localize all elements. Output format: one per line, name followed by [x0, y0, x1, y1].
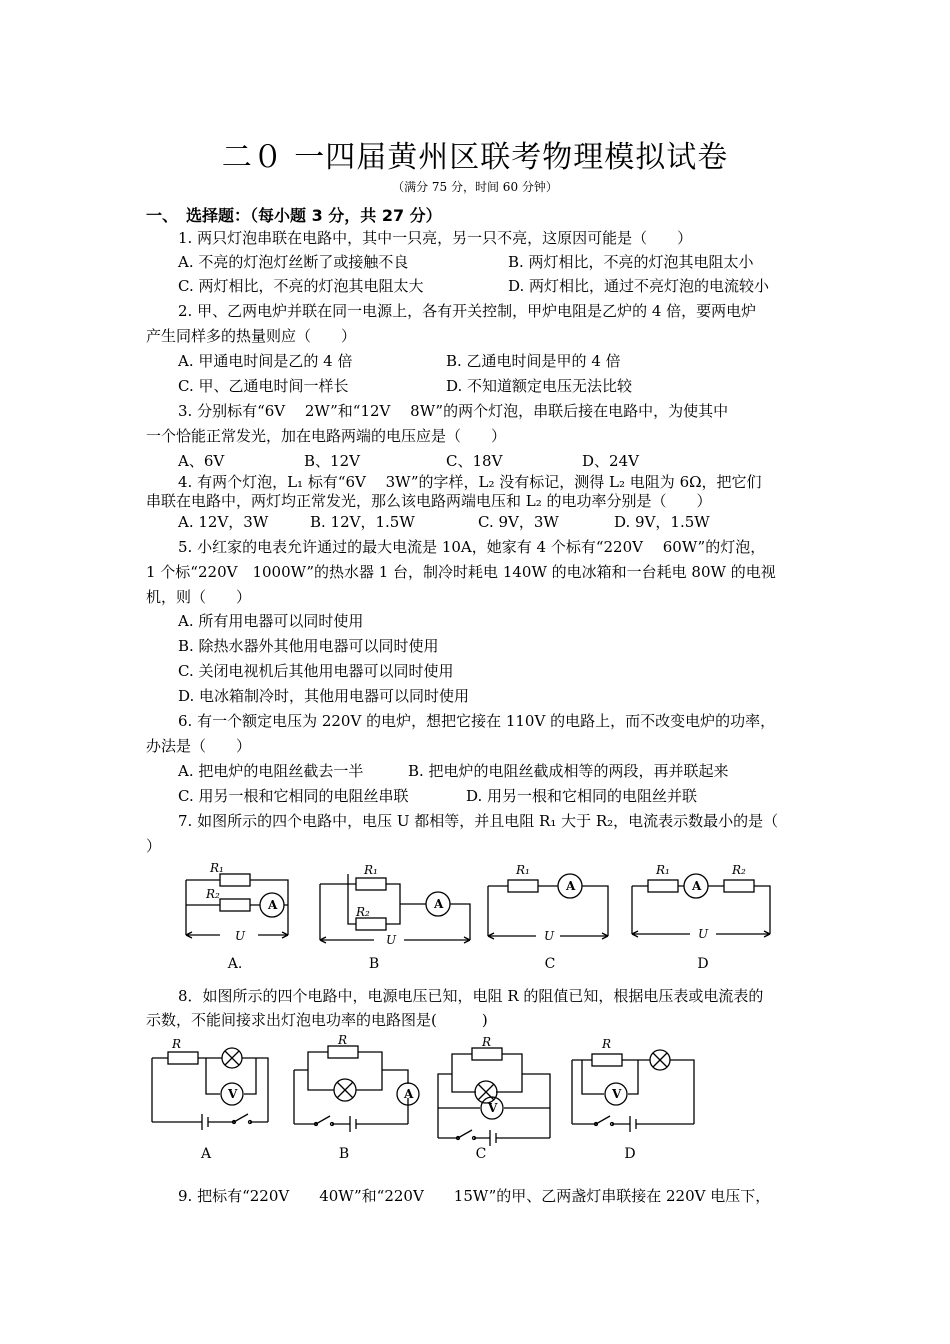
q1-option-b: B. 两灯相比，不亮的灯泡其电阻太小: [508, 253, 754, 271]
q6-option-a: A. 把电炉的电阻丝截去一半: [178, 762, 364, 780]
fig8-caption-c: C: [475, 1146, 487, 1162]
fig8-circuit-d: [566, 1034, 706, 1134]
fig7-caption-a: A.: [227, 956, 243, 972]
q5-option-a: A. 所有用电器可以同时使用: [178, 612, 364, 630]
fig7-caption-c: C: [544, 956, 556, 972]
fig7c-u-label: U: [544, 929, 555, 943]
q4-option-c: C. 9V，3W: [478, 513, 559, 531]
fig7d-r1-label: R₁: [656, 863, 670, 877]
q3-option-d: D、24V: [582, 452, 639, 470]
q2-option-c: C. 甲、乙通电时间一样长: [178, 377, 349, 395]
fig8-circuit-a: [146, 1038, 276, 1128]
question-8-cont: 示数，不能间接求出灯泡电功率的电路图是( ): [146, 1011, 488, 1029]
fig7b-u-label: U: [386, 933, 397, 947]
fig7-circuit-b: [316, 860, 476, 947]
question-3: 3. 分别标有“6V 2W”和“12V 8W”的两个灯泡，串联后接在电路中，为使其中: [178, 402, 729, 420]
fig8-caption-d: D: [624, 1146, 636, 1162]
fig7-circuit-c: [484, 862, 614, 942]
q2-option-a: A. 甲通电时间是乙的 4 倍: [178, 352, 353, 370]
q3-option-b: B、12V: [304, 452, 360, 470]
question-2-cont: 产生同样多的热量则应（ ）: [146, 327, 357, 345]
question-7-cont: ）: [146, 837, 162, 855]
fig7b-r1-label: R₁: [364, 863, 378, 877]
ammeter-icon: A: [566, 879, 576, 893]
question-5: 5. 小红家的电表允许通过的最大电流是 10A，她家有 4 个标有“220V 60W”的灯泡，: [178, 538, 766, 556]
ammeter-icon: A: [434, 897, 444, 911]
q1-option-d: D. 两灯相比，通过不亮灯泡的电流较小: [508, 277, 770, 295]
q4-option-b: B. 12V，1.5W: [310, 513, 415, 531]
section-heading: 一、 选择题：（每小题 3 分，共 27 分）: [146, 206, 442, 225]
question-4-cont: 串联在电路中，两灯均正常发光，那么该电路两端电压和 L₂ 的电功率分别是（ ）: [146, 492, 712, 510]
ammeter-icon: A: [692, 879, 702, 893]
q6-option-c: C. 用另一根和它相同的电阻丝串联: [178, 787, 409, 805]
ammeter-icon: A: [268, 898, 278, 912]
q4-option-d: D. 9V，1.5W: [614, 513, 710, 531]
question-2: 2. 甲、乙两电炉并联在同一电源上，各有开关控制，甲炉电阻是乙炉的 4 倍，要两电炉: [178, 302, 757, 320]
voltmeter-icon: V: [488, 1101, 498, 1115]
page-subtitle: （满分 75 分，时间 60 分钟）: [392, 180, 558, 194]
question-6-cont: 办法是（ ）: [146, 737, 252, 755]
q1-option-c: C. 两灯相比，不亮的灯泡其电阻太大: [178, 277, 424, 295]
fig8b-r-label: R: [338, 1033, 348, 1047]
fig7-caption-d: D: [697, 956, 709, 972]
question-6: 6. 有一个额定电压为 220V 的电炉，想把它接在 110V 的电路上，而不改变电炉的功率，: [178, 712, 776, 730]
question-5-cont2: 机，则（ ）: [146, 588, 252, 606]
question-8: 8．如图所示的四个电路中，电源电压已知，电阻 R 的阻值已知，根据电压表或电流表的: [178, 987, 764, 1005]
fig8c-r-label: R: [482, 1035, 492, 1049]
fig8-caption-a: A: [200, 1146, 212, 1162]
q6-option-d: D. 用另一根和它相同的电阻丝并联: [466, 787, 698, 805]
ammeter-icon: A: [404, 1087, 414, 1101]
q3-option-c: C、18V: [446, 452, 503, 470]
fig7-circuit-d: [628, 862, 778, 942]
fig7-caption-b: B: [368, 956, 380, 972]
fig7-circuit-a: [180, 860, 310, 943]
question-4: 4. 有两个灯泡，L₁ 标有“6V 3W”的字样，L₂ 没有标记，测得 L₂ 电阻为 6Ω，把它们: [178, 473, 762, 491]
fig7a-u-label: U: [235, 929, 246, 943]
q1-option-a: A. 不亮的灯泡灯丝断了或接触不良: [178, 253, 409, 271]
question-9: 9. 把标有“220V 40W”和“220V 15W”的甲、乙两盏灯串联接在 220V 电压下，: [178, 1187, 771, 1205]
fig7a-r1-label: R₁: [210, 861, 224, 875]
q5-option-d: D. 电冰箱制冷时，其他用电器可以同时使用: [178, 687, 470, 705]
q6-option-b: B. 把电炉的电阻丝截成相等的两段，再并联起来: [408, 762, 729, 780]
fig8a-r-label: R: [172, 1037, 182, 1051]
fig7b-r2-label: R₂: [356, 905, 370, 919]
fig7d-r2-label: R₂: [732, 863, 746, 877]
fig8-circuit-c: [432, 1034, 562, 1144]
q2-option-b: B. 乙通电时间是甲的 4 倍: [446, 352, 621, 370]
q5-option-b: B. 除热水器外其他用电器可以同时使用: [178, 637, 439, 655]
fig8d-r-label: R: [602, 1037, 612, 1051]
fig8-circuit-b: [288, 1033, 428, 1130]
voltmeter-icon: V: [228, 1087, 238, 1101]
fig8-caption-b: B: [338, 1146, 350, 1162]
fig7c-r1-label: R₁: [516, 863, 530, 877]
fig7d-u-label: U: [698, 927, 709, 941]
question-5-cont: 1 个标“220V 1000W”的热水器 1 台，制冷时耗电 140W 的电冰箱和一台耗电 80W 的电视: [146, 563, 776, 581]
question-7: 7. 如图所示的四个电路中，电压 U 都相等，并且电阻 R₁ 大于 R₂，电流表示数最小的是（: [178, 812, 779, 830]
fig7a-r2-label: R₂: [206, 887, 220, 901]
question-1: 1. 两只灯泡串联在电路中，其中一只亮，另一只不亮，这原因可能是（ ）: [178, 229, 693, 247]
q3-option-a: A、6V: [178, 452, 225, 470]
q4-option-a: A. 12V，3W: [178, 513, 269, 531]
page-title: 二０ 一四届黄州区联考物理模拟试卷: [221, 140, 729, 175]
question-3-cont: 一个恰能正常发光，加在电路两端的电压应是（ ）: [146, 427, 507, 445]
voltmeter-icon: V: [612, 1087, 622, 1101]
q2-option-d: D. 不知道额定电压无法比较: [446, 377, 633, 395]
q5-option-c: C. 关闭电视机后其他用电器可以同时使用: [178, 662, 454, 680]
